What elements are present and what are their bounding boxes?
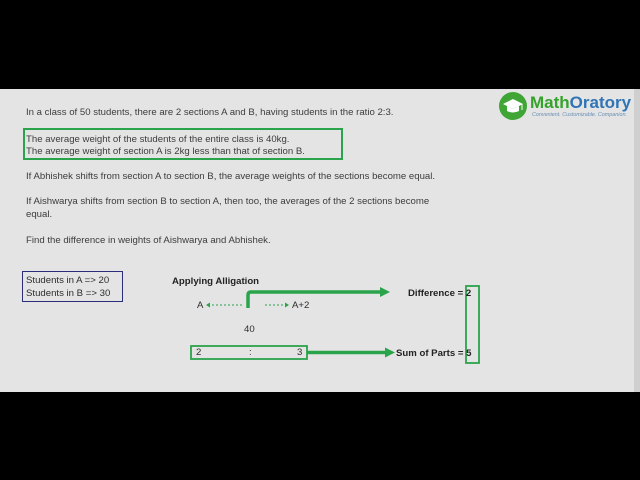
difference-label [408, 288, 471, 299]
problem-line-4: If Abhishek shifts from section A to section B, the average weights of the sections become equal. [26, 171, 436, 182]
problem-line-5a: If Aishwarya shifts from section B to section A, then too, the averages of the 2 sections become [26, 196, 430, 207]
arrowhead-right [285, 303, 289, 308]
logo-tagline: Convenient. Customizable. Companion. [532, 112, 627, 118]
problem-line-5b: equal. [26, 209, 53, 220]
ratio-right: 3 [297, 347, 303, 358]
alligation-title: Applying Alligation [172, 276, 260, 287]
difference-value: 2 [465, 288, 472, 299]
ratio-separator: : [249, 347, 252, 358]
problem-line-2: The average weight of the students of the entire class is 40kg. [26, 134, 290, 145]
logo-wordmark-oratory: Oratory [569, 93, 632, 112]
alligation-mean: 40 [244, 324, 255, 335]
sum-of-parts-label-text: Sum of Parts = [396, 348, 467, 359]
students-b: Students in B => 30 [26, 288, 111, 299]
logo-wordmark-math: Math [530, 93, 570, 112]
difference-label-text: Difference = [408, 288, 466, 299]
sum-of-parts-value: 5 [466, 348, 472, 359]
ratio-left: 2 [196, 347, 202, 358]
alligation-left-value: A [197, 300, 204, 311]
students-a: Students in A => 20 [26, 275, 110, 286]
difference-arrowhead [380, 287, 390, 297]
problem-line-3: The average weight of section A is 2kg less than that of section B. [26, 146, 305, 157]
problem-line-6: Find the difference in weights of Aishwarya and Abhishek. [26, 235, 271, 246]
slide [0, 89, 640, 392]
difference-arrow [248, 292, 380, 308]
arrowhead-left [206, 303, 210, 308]
alligation-right-value: A+2 [292, 300, 310, 311]
sum-of-parts-label [396, 348, 471, 359]
sum-arrowhead [385, 348, 395, 358]
problem-line-1: In a class of 50 students, there are 2 sections A and B, having students in the ratio 2:3. [26, 107, 394, 118]
alligation-diagram [0, 89, 640, 392]
